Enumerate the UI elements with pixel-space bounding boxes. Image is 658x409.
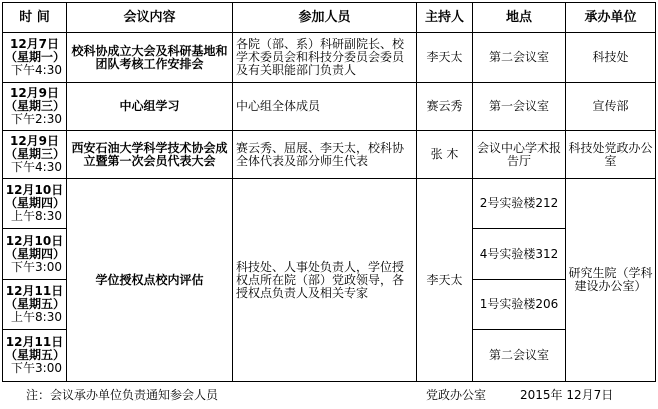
date-day: 12月11日 — [5, 335, 64, 349]
organizer: 宣传部 — [566, 83, 656, 131]
meeting-schedule-table — [2, 2, 656, 382]
date-day: 12月10日 — [5, 183, 64, 197]
place: 会议中心学术报告厅 — [473, 131, 566, 179]
footer-date: 2015年 12月7日 — [520, 388, 614, 402]
date-weekday: （星期三） — [5, 147, 66, 161]
organizer: 研究生院（学科建设办公室） — [566, 179, 656, 382]
date-cell — [3, 33, 67, 83]
date-day: 12月9日 — [9, 134, 60, 148]
date-cell — [3, 229, 67, 280]
place: 4号实验楼312 — [473, 229, 566, 280]
participants: 中心组全体成员 — [233, 83, 417, 131]
date-time: 上午8:30 — [11, 310, 62, 324]
table-row — [3, 83, 656, 131]
header-host: 主持人 — [417, 3, 473, 33]
place: 第二会议室 — [473, 330, 566, 382]
participants: 各院（部、系）科研副院长、校学术委员会和科技分委员会委员及有关职能部门负责人 — [233, 33, 417, 83]
date-weekday: （星期三） — [5, 99, 66, 113]
place: 第二会议室 — [473, 33, 566, 83]
header-content: 会议内容 — [67, 3, 233, 33]
host: 赛云秀 — [417, 83, 473, 131]
meeting-content: 校科协成立大会及科研基地和团队考核工作安排会 — [67, 33, 233, 83]
header-organizer: 承办单位 — [566, 3, 656, 33]
date-day: 12月11日 — [5, 284, 64, 298]
date-weekday: （星期四） — [5, 246, 66, 261]
table-row — [3, 179, 656, 229]
date-cell — [3, 131, 67, 179]
organizer: 科技处 — [566, 33, 656, 83]
date-weekday: （星期四） — [5, 196, 66, 210]
meeting-content: 西安石油大学科学技术协会成立暨第一次会员代表大会 — [67, 131, 233, 179]
footer — [0, 387, 658, 405]
host: 李天太 — [417, 33, 473, 83]
participants: 赛云秀、屈展、李天太，校科协全体代表及部分师生代表 — [233, 131, 417, 179]
date-cell — [3, 179, 67, 229]
footer-office: 党政办公室 — [426, 388, 487, 402]
place: 2号实验楼212 — [473, 179, 566, 229]
footer-note: 注：会议承办单位负责通知参会人员 — [26, 388, 219, 402]
meeting-content: 中心组学习 — [67, 83, 233, 131]
header-row — [3, 3, 656, 33]
date-day: 12月10日 — [5, 233, 64, 248]
meeting-content: 学位授权点校内评估 — [67, 179, 233, 382]
date-cell — [3, 330, 67, 382]
date-cell — [3, 83, 67, 131]
place: 第一会议室 — [473, 83, 566, 131]
date-day: 12月9日 — [9, 86, 60, 100]
date-time: 下午2:30 — [11, 112, 62, 126]
table-row — [3, 33, 656, 83]
date-time: 下午3:00 — [11, 361, 62, 375]
host: 李天太 — [417, 179, 473, 382]
organizer: 科技处党政办公室 — [566, 131, 656, 179]
participants: 科技处、人事处负责人，学位授权点所在院（部）党政领导，各授权点负责人及相关专家 — [233, 179, 417, 382]
header-time: 时 间 — [3, 3, 67, 33]
date-time: 下午4:30 — [11, 63, 62, 77]
host: 张 木 — [417, 131, 473, 179]
date-weekday: （星期五） — [5, 348, 66, 362]
place: 1号实验楼206 — [473, 280, 566, 330]
date-cell — [3, 280, 67, 330]
date-weekday: （星期一） — [5, 50, 66, 64]
table-row — [3, 131, 656, 179]
header-participants: 参加人员 — [233, 3, 417, 33]
date-time: 上午8:30 — [11, 209, 62, 223]
header-place: 地点 — [473, 3, 566, 33]
date-time: 下午3:00 — [11, 259, 62, 274]
date-day: 12月7日 — [9, 37, 60, 51]
date-time: 下午4:30 — [11, 160, 62, 174]
date-weekday: （星期五） — [5, 297, 66, 311]
